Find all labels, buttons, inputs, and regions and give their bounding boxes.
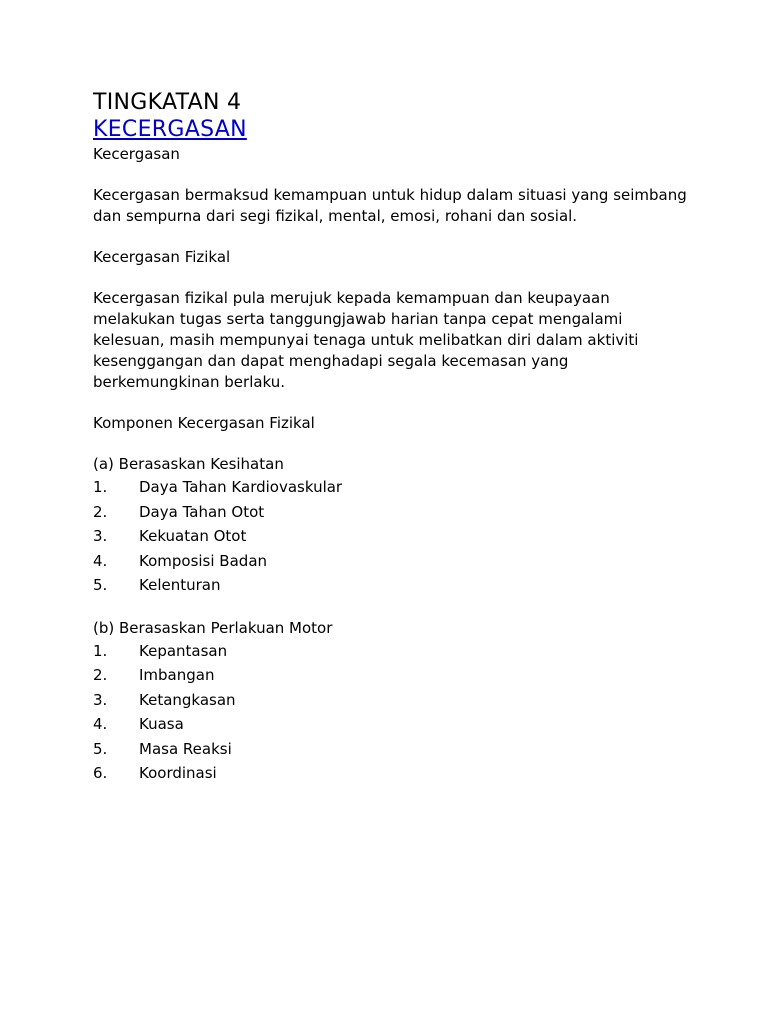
list-item-text: Koordinasi xyxy=(139,764,217,782)
list-b-heading: (b) Berasaskan Perlakuan Motor xyxy=(93,618,333,637)
list-item-number: 1. xyxy=(93,641,108,660)
list-item-text: Kepantasan xyxy=(139,641,228,660)
list-item xyxy=(93,500,693,525)
list-item-number: 5. xyxy=(93,576,108,594)
section1-heading: Kecergasan xyxy=(93,145,180,163)
list-item-number: 4. xyxy=(93,551,108,570)
list-item-text: Masa Reaksi xyxy=(139,739,232,758)
list-item-text: Kekuatan Otot xyxy=(139,527,247,545)
section2-paragraph: Kecergasan fizikal pula merujuk kepada kemampuan dan keupayaan melakukan tugas serta tanggungjawab harian tanpa cepat mengalami kelesuan, masih mempunyai tenaga untuk melibatkan diri dalam aktiviti kesenggangan dan dapat menghadapi segala kecemasan yang berkemungkinan berlaku. xyxy=(93,289,639,391)
list-item xyxy=(93,737,693,762)
section3-heading: Komponen Kecergasan Fizikal xyxy=(93,414,315,432)
list-a xyxy=(93,475,693,598)
list-item-text: Kelenturan xyxy=(139,576,221,594)
list-item-number: 1. xyxy=(93,478,108,496)
list-item-text: Kuasa xyxy=(139,715,184,733)
list-item-number: 6. xyxy=(93,764,108,782)
list-item-text: Daya Tahan Otot xyxy=(139,502,265,521)
list-item-text: Ketangkasan xyxy=(139,690,236,709)
list-item xyxy=(93,688,693,713)
list-item xyxy=(93,549,693,574)
list-item xyxy=(93,761,693,786)
list-item-text: Imbangan xyxy=(139,666,215,684)
list-item xyxy=(93,712,693,737)
kecergasan-link[interactable]: KECERGASAN xyxy=(93,117,247,142)
list-item-number: 2. xyxy=(93,502,108,521)
list-b xyxy=(93,639,693,786)
list-item-text: Daya Tahan Kardiovaskular xyxy=(139,478,343,496)
document-page xyxy=(93,90,693,786)
list-item xyxy=(93,639,693,664)
list-item xyxy=(93,475,693,500)
list-item-number: 3. xyxy=(93,527,108,545)
list-item xyxy=(93,573,693,598)
section1-paragraph: Kecergasan bermaksud kemampuan untuk hidup dalam situasi yang seimbang dan sempurna dari segi fizikal, mental, emosi, rohani dan sosial. xyxy=(93,186,687,225)
section2-heading: Kecergasan Fizikal xyxy=(93,248,231,266)
list-item-number: 3. xyxy=(93,690,108,709)
list-item xyxy=(93,524,693,549)
list-item xyxy=(93,663,693,688)
list-item-number: 4. xyxy=(93,715,108,733)
list-item-number: 2. xyxy=(93,666,108,684)
list-item-text: Komposisi Badan xyxy=(139,551,268,570)
list-a-heading: (a) Berasaskan Kesihatan xyxy=(93,455,284,473)
document-title: TINGKATAN 4 xyxy=(93,90,242,115)
list-item-number: 5. xyxy=(93,739,108,758)
